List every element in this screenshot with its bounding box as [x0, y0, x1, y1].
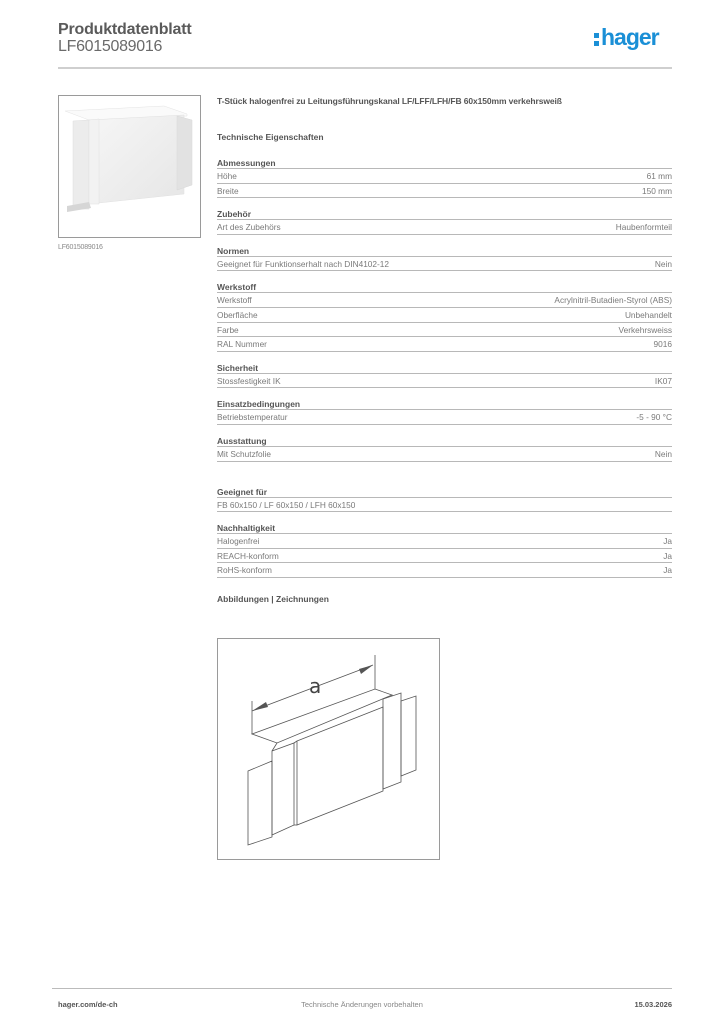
- footer-website-link[interactable]: hager.com/de-ch: [58, 1000, 118, 1009]
- table-row: [217, 257, 672, 272]
- table-row: [217, 447, 672, 462]
- table-row: [217, 498, 672, 513]
- datasheet-content: [217, 96, 672, 604]
- section-title: Einsatzbedingungen: [217, 398, 672, 410]
- table-row: [217, 410, 672, 425]
- svg-text:a: a: [309, 674, 322, 698]
- section-title: Abmessungen: [217, 157, 672, 169]
- table-row: [217, 293, 672, 308]
- row-label: Geeignet für Funktionserhalt nach DIN4102-12: [217, 258, 390, 269]
- row-label: Mit Schutzfolie: [217, 448, 271, 459]
- section-suitable-for: [217, 486, 672, 513]
- table-row: [217, 337, 672, 352]
- logo-colon-icon: [594, 30, 600, 46]
- row-value: Haubenformteil: [615, 222, 672, 233]
- row-value: Unbehandelt: [624, 309, 672, 320]
- table-row: [217, 184, 672, 199]
- product-photo-icon: [59, 96, 201, 238]
- section-material: [217, 281, 672, 351]
- footer-date: 15.03.2026: [634, 1000, 672, 1009]
- logo-text: hager: [601, 24, 659, 50]
- document-title: Produktdatenblatt: [58, 21, 192, 38]
- row-label: RoHS-konform: [217, 565, 272, 576]
- row-value: Verkehrsweiss: [618, 324, 672, 335]
- section-standards: [217, 245, 672, 272]
- table-row: [217, 308, 672, 323]
- row-label: Werkstoff: [217, 295, 252, 306]
- hager-logo: [594, 26, 659, 49]
- row-value: Ja: [663, 550, 672, 561]
- section-accessories: [217, 208, 672, 235]
- product-description: T-Stück halogenfrei zu Leitungsführungskanal LF/LFF/LFH/FB 60x150mm verkehrsweiß: [217, 96, 562, 106]
- row-value: 150 mm: [642, 185, 672, 196]
- row-value: Nein: [654, 448, 672, 459]
- row-value: Acrylnitril-Butadien-Styrol (ABS): [554, 295, 672, 306]
- table-row: [217, 374, 672, 389]
- article-number: LF6015089016: [58, 38, 163, 55]
- section-title: Normen: [217, 245, 672, 257]
- t-piece-drawing-icon: [218, 639, 439, 859]
- row-label: Stossfestigkeit IK: [217, 375, 281, 386]
- row-value: Nein: [654, 258, 672, 269]
- section-dimensions: [217, 157, 672, 198]
- row-label: Höhe: [217, 171, 237, 181]
- table-row: [217, 563, 672, 578]
- row-label: Halogenfrei: [217, 536, 260, 547]
- row-label: Art des Zubehörs: [217, 222, 281, 233]
- section-title: Zubehör: [217, 208, 672, 220]
- section-title: Ausstattung: [217, 435, 672, 447]
- header-divider: [58, 67, 672, 69]
- section-sustainability: [217, 522, 672, 578]
- row-value: IK07: [654, 375, 672, 386]
- row-value: 9016: [653, 339, 672, 350]
- row-value: Ja: [663, 565, 672, 576]
- section-title: Werkstoff: [217, 281, 672, 293]
- footer-divider: [52, 988, 672, 989]
- section-title: Geeignet für: [217, 486, 672, 498]
- section-title: Nachhaltigkeit: [217, 522, 672, 534]
- row-label: Oberfläche: [217, 309, 258, 320]
- section-title: Sicherheit: [217, 362, 672, 374]
- technical-drawing: [217, 638, 440, 860]
- product-image: [58, 95, 201, 238]
- drawings-heading: Abbildungen | Zeichnungen: [217, 593, 329, 604]
- row-label: Farbe: [217, 324, 239, 335]
- product-image-caption: LF6015089016: [58, 244, 103, 251]
- row-value: Ja: [663, 536, 672, 547]
- row-label: Breite: [217, 185, 239, 196]
- row-value: -5 - 90 °C: [636, 412, 672, 423]
- table-row: [217, 169, 672, 184]
- section-equipment: [217, 435, 672, 462]
- table-row: [217, 323, 672, 338]
- spacer: [217, 472, 672, 486]
- row-value: 61 mm: [646, 171, 672, 181]
- table-row: [217, 534, 672, 549]
- row-label: REACH-konform: [217, 550, 279, 561]
- row-label: Betriebstemperatur: [217, 412, 288, 423]
- footer-notice: Technische Änderungen vorbehalten: [301, 1000, 423, 1009]
- row-label: FB 60x150 / LF 60x150 / LFH 60x150: [217, 499, 356, 510]
- technical-properties-heading: Technische Eigenschaften: [217, 132, 324, 142]
- row-label: RAL Nummer: [217, 339, 267, 350]
- table-row: [217, 549, 672, 564]
- table-row: [217, 220, 672, 235]
- section-operating-conditions: [217, 398, 672, 425]
- section-safety: [217, 362, 672, 389]
